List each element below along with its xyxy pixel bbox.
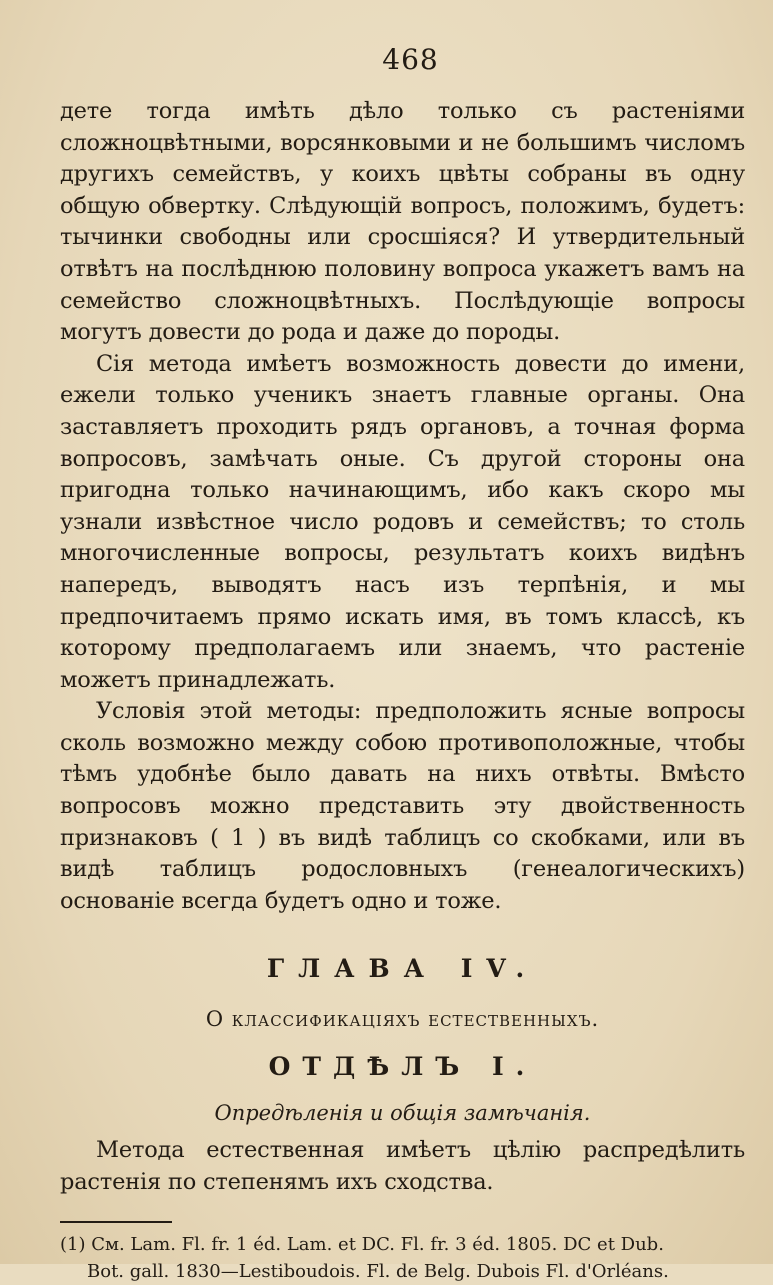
footnote-line-1: (1) См. Lam. Fl. fr. 1 éd. Lam. et DC. Fl. fr. 3 éd. 1805. DC et Dub.	[60, 1233, 664, 1255]
footnote-divider	[60, 1221, 172, 1223]
page-number: 468	[382, 43, 439, 76]
footnote-line-2: Bot. gall. 1830—Lestiboudois. Fl. de Belg. Dubois Fl. d'Orléans.	[87, 1260, 669, 1282]
section-title: ОТДѢЛЪ I.	[268, 1052, 537, 1082]
section-subtitle: Опредѣленiя и общiя замѣчанiя.	[214, 1101, 591, 1126]
section-body	[60, 1135, 745, 1198]
paragraph-3: Условiя этой методы: предположить ясные вопросы сколь возможно между собою противоположные, чтобы тѣмъ удобнѣе было давать на нихъ отвѣты. Вмѣсто вопросовъ можно представить эту двойственность признаковъ ( 1 ) въ видѣ таблицъ со скобками, или въ видѣ таблицъ родословныхъ (генеалогическихъ) основанiе всегда будетъ одно и тоже.	[60, 698, 745, 914]
body-text	[60, 96, 745, 917]
chapter-subtitle: О классификацiяхъ естественныхъ.	[205, 1007, 600, 1032]
paragraph-1: дете тогда имѣть дѣло только съ растенiями сложноцвѣтными, ворсянковыми и не большимъ числомъ другихъ семействъ, у коихъ цвѣты собраны въ одну общую обвертку. Слѣдующiй вопросъ, положимъ, будетъ: тычинки свободны или сросшiяся? И утвердительный отвѣтъ на послѣднюю половину вопроса укажетъ вамъ на семейство сложноцвѣтныхъ. Послѣдующiе вопросы могутъ довести до рода и даже до породы.	[60, 98, 745, 346]
section-paragraph: Метода естественная имѣетъ цѣлiю распредѣлить растенiя по степенямъ ихъ сходства.	[60, 1137, 745, 1196]
footnote	[60, 1231, 745, 1285]
chapter-title: ГЛАВА IV.	[266, 954, 539, 984]
paragraph-2: Сiя метода имѣетъ возможность довести до имени, ежели только ученикъ знаетъ главные органы. Она заставляетъ проходить рядъ органовъ, а точная форма вопросовъ, замѣчать оные. Съ другой стороны она пригодна только начинающимъ, ибо какъ скоро мы узнали извѣстное число родовъ и семействъ; то столь многочисленные вопросы, результатъ коихъ видѣнъ напередъ, выводятъ насъ изъ терпѣнiя, и мы предпочитаемъ прямо искать имя, въ томъ классѣ, къ которому предполагаемъ или знаемъ, что растенiе можетъ принадлежать.	[60, 350, 745, 693]
